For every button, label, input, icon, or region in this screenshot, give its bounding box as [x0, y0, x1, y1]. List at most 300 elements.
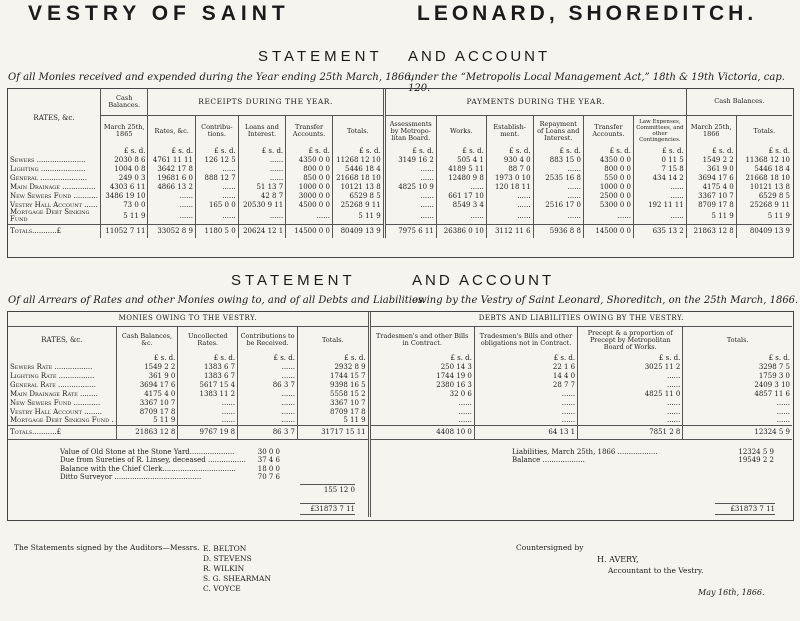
- summary-left-row: [60, 473, 280, 481]
- countersigned-label: Countersigned by: [516, 543, 584, 552]
- table-cell: 12480 9 8: [436, 173, 486, 182]
- summary-label: Due from Sureties of R. Linsey, deceased .................: [60, 456, 246, 465]
- table-cell: 2500 0 0: [583, 191, 633, 200]
- s1-col-totals-out: Totals.: [736, 115, 792, 147]
- table-cell: 4825 10 9: [384, 182, 436, 191]
- table-cell: ......: [634, 191, 687, 200]
- summary-amount: 30 0 0: [257, 448, 280, 456]
- table-cell: 1004 0 8: [100, 164, 148, 173]
- table-cell: ......: [683, 416, 792, 425]
- total-cell: 11052 7 11: [100, 224, 148, 238]
- table-cell: 3367 10 7: [116, 398, 178, 407]
- table-cell: 2535 16 8: [533, 173, 583, 182]
- table-cell: 800 0 0: [286, 164, 333, 173]
- s1-group-cash-left: Cash Balances.: [100, 89, 148, 115]
- table-cell: 88 7 0: [486, 164, 533, 173]
- total-cell: 7851 2 8: [578, 425, 683, 439]
- table-cell: ......: [436, 182, 486, 191]
- table-cell: ......: [474, 416, 577, 425]
- row-label: Main Drainage ...............: [10, 182, 96, 191]
- table-cell: ......: [195, 209, 238, 224]
- table-cell: ......: [178, 398, 238, 407]
- table-cell: 25268 9 11: [736, 200, 792, 209]
- s1-col-transfer-out: Transfer Accounts.: [583, 115, 633, 147]
- summary-amount: 18 0 0: [257, 464, 280, 473]
- summary-right-total: £31873 7 11: [715, 503, 775, 515]
- page-title-left: VESTRY OF SAINT: [28, 2, 290, 25]
- total-cell: 4408 10 0: [369, 425, 474, 439]
- total-cell: 31717 15 11: [297, 425, 369, 439]
- summary-label: Balance with the Chief Clerk.................................: [60, 464, 236, 473]
- table-cell: ......: [238, 389, 298, 398]
- table-cell: ......: [238, 209, 286, 224]
- table-cell: 2030 8 6: [100, 155, 148, 164]
- table-cell: ......: [474, 389, 577, 398]
- unit-label: £ s. d.: [474, 354, 577, 362]
- s1-totals-row: [8, 224, 792, 238]
- table-cell: 11368 12 10: [736, 155, 792, 164]
- table-cell: ......: [238, 155, 286, 164]
- table-cell: ......: [195, 182, 238, 191]
- s1-subtitle-left: Of all Monies received and expended during the Year ending 25th March, 1866,: [8, 72, 414, 83]
- table-cell: ......: [384, 164, 436, 173]
- s2-col-rates: RATES, &c.: [41, 335, 83, 344]
- s2-heading-right: AND ACCOUNT: [412, 272, 555, 289]
- total-cell: 21863 12 8: [686, 224, 736, 238]
- table-cell: 3694 17 6: [116, 380, 178, 389]
- s2-table-row: [8, 380, 792, 389]
- unit-label: £ s. d.: [533, 147, 583, 155]
- summary-left-row: [60, 448, 280, 456]
- table-cell: 4350 0 0: [286, 155, 333, 164]
- table-cell: 1549 2 2: [116, 362, 178, 371]
- table-cell: ......: [148, 209, 196, 224]
- unit-label: £ s. d.: [486, 147, 533, 155]
- signer-name: H. AVERY,: [597, 555, 639, 564]
- summary-label: Balance ...................: [512, 456, 585, 465]
- table-cell: 22 1 6: [474, 362, 577, 371]
- s2-group-monies-owing: MONIES OWING TO THE VESTRY.: [8, 312, 369, 326]
- table-cell: ......: [384, 173, 436, 182]
- s2-table-row: [8, 416, 792, 425]
- s1-col-contributions: Contribu-tions.: [195, 115, 238, 147]
- s1-group-receipts: RECEIPTS DURING THE YEAR.: [148, 89, 384, 115]
- row-label: Sewers ......................: [10, 155, 86, 164]
- s1-col-works: Works.: [436, 115, 486, 147]
- table-cell: ......: [578, 407, 683, 416]
- row-label: Sewers Rate .................: [10, 362, 93, 371]
- summary-right-row: [512, 456, 774, 464]
- table-cell: 5558 15 2: [297, 389, 369, 398]
- table-cell: 1383 11 2: [178, 389, 238, 398]
- table-cell: ......: [533, 209, 583, 224]
- table-cell: 5 11 9: [736, 209, 792, 224]
- table-cell: ......: [533, 191, 583, 200]
- row-label: New Sewers Fund ...........: [10, 191, 98, 200]
- s2-subtitle-right: owing by the Vestry of Saint Leonard, Shoreditch, on the 25th March, 1866.: [412, 295, 799, 306]
- total-cell: 5936 8 8: [533, 224, 583, 238]
- row-label: General Rate .................: [10, 380, 96, 389]
- unit-label: £ s. d.: [238, 147, 286, 155]
- summary-left: [60, 448, 340, 482]
- summary-amount: 12324 5 9: [738, 448, 774, 456]
- s1-table-row: [8, 173, 792, 182]
- table-cell: ......: [578, 380, 683, 389]
- table-cell: ......: [195, 164, 238, 173]
- total-cell: 3112 11 6: [486, 224, 533, 238]
- table-cell: 930 4 0: [486, 155, 533, 164]
- s1-col-repayment: Repayment of Loans and Interest.: [533, 115, 583, 147]
- unit-label: £ s. d.: [178, 354, 238, 362]
- table-cell: 9398 16 5: [297, 380, 369, 389]
- table-cell: ......: [369, 416, 474, 425]
- summary-right: [512, 448, 782, 465]
- table-cell: 800 0 0: [583, 164, 633, 173]
- total-cell: 80409 13 9: [332, 224, 384, 238]
- table-cell: 1744 15 7: [297, 371, 369, 380]
- unit-label: £ s. d.: [195, 147, 238, 155]
- s2-col-uncollected: Uncollected Rates.: [178, 326, 238, 354]
- table-cell: 8709 17 8: [686, 200, 736, 209]
- s1-col-rates: RATES, &c.: [33, 113, 75, 122]
- table-cell: 1000 0 0: [286, 182, 333, 191]
- s1-table-row: [8, 182, 792, 191]
- totals-label: Totals...........£: [8, 224, 100, 238]
- unit-label: £ s. d.: [736, 147, 792, 155]
- s2-units-row: [8, 354, 792, 362]
- s1-units-row: [8, 147, 792, 155]
- table-cell: 5 11 9: [297, 416, 369, 425]
- table-cell: [8, 354, 116, 362]
- table-cell: ......: [384, 191, 436, 200]
- total-cell: 12324 5 9: [683, 425, 792, 439]
- table-cell: 250 14 3: [369, 362, 474, 371]
- s2-totals-row: [8, 425, 792, 439]
- summary-amount: 37 4 6: [257, 456, 280, 465]
- table-cell: 28 7 7: [474, 380, 577, 389]
- auditor-name: E. BELTON: [203, 544, 247, 553]
- table-cell: 5617 15 4: [178, 380, 238, 389]
- table-cell: ......: [486, 200, 533, 209]
- s2-table-row: [8, 398, 792, 407]
- table-cell: 4175 4 0: [116, 389, 178, 398]
- s2-table: [8, 312, 792, 517]
- table-cell: ......: [148, 200, 196, 209]
- auditor-name: R. WILKIN: [203, 564, 245, 573]
- auditors-intro: The Statements signed by the Auditors—Messrs.: [14, 543, 200, 552]
- table-cell: ......: [178, 416, 238, 425]
- table-cell: 7 15 8: [634, 164, 687, 173]
- table-cell: ......: [634, 209, 687, 224]
- table-cell: 5 11 9: [686, 209, 736, 224]
- table-cell: ......: [238, 164, 286, 173]
- row-label: Mortgage Debt Sinking Fund: [10, 208, 90, 224]
- summary-left-total: £31873 7 11: [300, 503, 355, 515]
- s2-col-precept: Precept & a proportion of Precept by Metropolitan Board of Works.: [578, 326, 683, 354]
- table-cell: ......: [486, 191, 533, 200]
- auditor-name: S. G. SHEARMAN: [203, 574, 272, 583]
- row-label: General .....................: [10, 173, 87, 182]
- s1-col-totals-in: Totals.: [332, 115, 384, 147]
- table-cell: 3367 10 7: [297, 398, 369, 407]
- unit-label: £ s. d.: [148, 147, 196, 155]
- table-cell: 0 11 5: [634, 155, 687, 164]
- s2-group-debts: DEBTS AND LIABILITIES OWING BY THE VESTRY.: [369, 312, 792, 326]
- s1-heading-right: AND ACCOUNT: [408, 48, 551, 65]
- table-cell: ......: [384, 200, 436, 209]
- table-cell: ......: [238, 398, 298, 407]
- table-cell: 4500 0 0: [286, 200, 333, 209]
- table-cell: 249 0 3: [100, 173, 148, 182]
- table-cell: 32 0 6: [369, 389, 474, 398]
- s1-group-payments: PAYMENTS DURING THE YEAR.: [384, 89, 686, 115]
- s2-col-bills-not-contract: Tradesmen's Bills and other obligations not in Contract.: [474, 326, 577, 354]
- table-cell: 550 0 0: [583, 173, 633, 182]
- row-label: Lighting ....................: [10, 164, 86, 173]
- table-cell: ......: [384, 209, 436, 224]
- unit-label: £ s. d.: [297, 354, 369, 362]
- table-cell: 3694 17 6: [686, 173, 736, 182]
- table-cell: [8, 147, 100, 155]
- s1-col-march-1865: March 25th, 1865: [100, 115, 148, 147]
- table-cell: 120 18 11: [486, 182, 533, 191]
- total-cell: 1180 5 0: [195, 224, 238, 238]
- total-cell: 635 13 2: [634, 224, 687, 238]
- summary-amount: 70 7 6: [257, 473, 280, 482]
- table-cell: 20530 9 11: [238, 200, 286, 209]
- unit-label: £ s. d.: [436, 147, 486, 155]
- total-cell: 21863 12 8: [116, 425, 178, 439]
- row-label: Vestry Hall Account ......: [10, 200, 98, 209]
- s1-table-row: [8, 155, 792, 164]
- table-cell: 5446 18 4: [332, 164, 384, 173]
- table-cell: [369, 439, 474, 517]
- table-cell: ......: [238, 371, 298, 380]
- table-cell: ......: [474, 398, 577, 407]
- table-cell: 5 11 9: [332, 209, 384, 224]
- table-cell: 4857 11 6: [683, 389, 792, 398]
- table-cell: ......: [533, 182, 583, 191]
- table-cell: ......: [286, 209, 333, 224]
- table-cell: 434 14 2: [634, 173, 687, 182]
- signer-role: Accountant to the Vestry.: [608, 566, 704, 575]
- summary-right-row: [512, 448, 774, 456]
- s1-table-row: [8, 200, 792, 209]
- table-cell: 126 12 5: [195, 155, 238, 164]
- table-cell: 2932 8 9: [297, 362, 369, 371]
- table-cell: 165 0 0: [195, 200, 238, 209]
- table-cell: 1383 6 7: [178, 362, 238, 371]
- total-cell: 7975 6 11: [384, 224, 436, 238]
- table-cell: ......: [583, 209, 633, 224]
- unit-label: £ s. d.: [683, 354, 792, 362]
- table-cell: 3367 10 7: [686, 191, 736, 200]
- unit-label: £ s. d.: [238, 354, 298, 362]
- s1-col-establishment: Establish-ment.: [486, 115, 533, 147]
- table-cell: 8549 3 4: [436, 200, 486, 209]
- table-cell: 4761 11 11: [148, 155, 196, 164]
- table-cell: 5 11 9: [100, 209, 148, 224]
- s2-col-cash-balances: Cash Balances, &c.: [116, 326, 178, 354]
- unit-label: £ s. d.: [332, 147, 384, 155]
- s2-table-row: [8, 362, 792, 371]
- unit-label: £ s. d.: [686, 147, 736, 155]
- s1-col-rates-receipts: Rates, &c.: [148, 115, 196, 147]
- table-cell: 5300 0 0: [583, 200, 633, 209]
- table-cell: 192 11 11: [634, 200, 687, 209]
- table-cell: 1759 3 0: [683, 371, 792, 380]
- row-label: Mortgage Debt Sinking Fund .: [10, 416, 114, 425]
- s2-col-bills-contract: Tradesmen's and other Bills in Contract.: [369, 326, 474, 354]
- table-cell: ......: [683, 407, 792, 416]
- table-cell: ......: [369, 407, 474, 416]
- table-cell: ......: [578, 416, 683, 425]
- table-cell: ......: [683, 398, 792, 407]
- s1-subtitle-right: under the “Metropolis Local Management Act,” 18th & 19th Victoria, cap. 120.: [408, 72, 785, 94]
- table-cell: 1973 0 10: [486, 173, 533, 182]
- unit-label: £ s. d.: [384, 147, 436, 155]
- table-cell: 361 9 0: [116, 371, 178, 380]
- row-label: Lighting Rate ................: [10, 371, 95, 380]
- table-cell: 21668 18 10: [736, 173, 792, 182]
- table-cell: 8709 17 8: [297, 407, 369, 416]
- totals-label: Totals...........£: [8, 425, 116, 439]
- table-cell: 361 9 0: [686, 164, 736, 173]
- total-cell: 14500 0 0: [286, 224, 333, 238]
- table-cell: ......: [474, 407, 577, 416]
- s2-table-row: [8, 407, 792, 416]
- table-cell: ......: [148, 191, 196, 200]
- s2-col-contributions: Contributions to be Received.: [238, 326, 298, 354]
- table-cell: 11268 12 10: [332, 155, 384, 164]
- table-cell: 1383 6 7: [178, 371, 238, 380]
- total-cell: 86 3 7: [238, 425, 298, 439]
- table-cell: 3025 11 2: [578, 362, 683, 371]
- unit-label: £ s. d.: [634, 147, 687, 155]
- table-cell: 2409 3 10: [683, 380, 792, 389]
- summary-label: Ditto Surveyor .......................................: [60, 473, 202, 482]
- total-cell: 64 13 1: [474, 425, 577, 439]
- table-cell: 14 4 0: [474, 371, 577, 380]
- table-cell: ......: [369, 398, 474, 407]
- table-cell: 505 4 1: [436, 155, 486, 164]
- s1-col-assessments: Assessments by Metropo-litan Board.: [384, 115, 436, 147]
- unit-label: £ s. d.: [116, 354, 178, 362]
- table-cell: ......: [238, 416, 298, 425]
- table-cell: 21668 18 10: [332, 173, 384, 182]
- total-cell: 20624 12 1: [238, 224, 286, 238]
- table-cell: 883 15 0: [533, 155, 583, 164]
- table-cell: 2380 16 3: [369, 380, 474, 389]
- table-cell: 4303 6 11: [100, 182, 148, 191]
- unit-label: £ s. d.: [583, 147, 633, 155]
- table-cell: ......: [436, 209, 486, 224]
- row-label: Vestry Hall Account ........: [10, 407, 102, 416]
- unit-label: £ s. d.: [578, 354, 683, 362]
- unit-label: £ s. d.: [369, 354, 474, 362]
- table-cell: 73 0 0: [100, 200, 148, 209]
- s1-col-transfer-in: Transfer Accounts.: [286, 115, 333, 147]
- s1-table: [8, 89, 792, 238]
- table-cell: 86 3 7: [238, 380, 298, 389]
- table-cell: 3642 17 8: [148, 164, 196, 173]
- table-cell: 5 11 9: [116, 416, 178, 425]
- total-cell: 14500 0 0: [583, 224, 633, 238]
- s1-table-row: [8, 164, 792, 173]
- s2-col-totals-left: Totals.: [297, 326, 369, 354]
- summary-left-row: [60, 456, 280, 464]
- s2-subtitle-left: Of all Arrears of Rates and other Monies owing to, and of all Debts and Liabilities: [8, 295, 424, 306]
- table-cell: 2516 17 0: [533, 200, 583, 209]
- summary-left-subtotal: 155 12 0: [300, 484, 355, 494]
- s1-table-row: [8, 209, 792, 224]
- table-cell: 4189 5 11: [436, 164, 486, 173]
- table-cell: 10121 13 8: [332, 182, 384, 191]
- page-title-right: LEONARD, SHOREDITCH.: [417, 2, 758, 25]
- table-cell: 3149 16 2: [384, 155, 436, 164]
- table-cell: ......: [178, 407, 238, 416]
- table-cell: 4825 11 0: [578, 389, 683, 398]
- table-cell: ......: [238, 173, 286, 182]
- table-cell: 850 0 0: [286, 173, 333, 182]
- s1-heading-left: STATEMENT: [258, 48, 383, 65]
- summary-label: Liabilities, March 25th, 1866 ..................: [512, 448, 658, 456]
- table-cell: ......: [533, 164, 583, 173]
- table-cell: ......: [578, 371, 683, 380]
- s2-col-totals-right: Totals.: [683, 326, 792, 354]
- row-label: Main Drainage Rate ........: [10, 389, 98, 398]
- table-cell: ......: [238, 407, 298, 416]
- unit-label: £ s. d.: [286, 147, 333, 155]
- total-cell: 26386 0 10: [436, 224, 486, 238]
- table-cell: 661 17 10: [436, 191, 486, 200]
- total-cell: 80409 13 9: [736, 224, 792, 238]
- s2-table-row: [8, 389, 792, 398]
- table-cell: 1000 0 0: [583, 182, 633, 191]
- table-cell: 4350 0 0: [583, 155, 633, 164]
- signature-date: May 16th, 1866.: [698, 588, 765, 597]
- row-label: New Sewers Fund ............: [10, 398, 101, 407]
- s1-col-loans: Loans and Interest.: [238, 115, 286, 147]
- auditors-list: [203, 544, 271, 594]
- auditor-name: D. STEVENS: [203, 554, 252, 563]
- table-cell: 10121 13 8: [736, 182, 792, 191]
- table-cell: 5446 18 4: [736, 164, 792, 173]
- s1-col-march-1866: March 25th, 1866: [686, 115, 736, 147]
- summary-left-row: [60, 465, 280, 473]
- summary-amount: 19549 2 2: [738, 456, 774, 465]
- s2-table-row: [8, 371, 792, 380]
- table-cell: 4175 4 0: [686, 182, 736, 191]
- table-cell: 3298 7 5: [683, 362, 792, 371]
- table-cell: ......: [634, 182, 687, 191]
- total-cell: 9767 19 8: [178, 425, 238, 439]
- table-cell: ......: [578, 398, 683, 407]
- auditor-name: C. VOYCE: [203, 584, 241, 593]
- s2-heading-left: STATEMENT: [231, 272, 356, 289]
- table-cell: 4866 13 2: [148, 182, 196, 191]
- table-cell: ......: [195, 191, 238, 200]
- total-cell: 33052 8 9: [148, 224, 196, 238]
- table-cell: ......: [486, 209, 533, 224]
- table-cell: 888 12 7: [195, 173, 238, 182]
- table-cell: 3486 19 10: [100, 191, 148, 200]
- table-cell: 8709 17 8: [116, 407, 178, 416]
- table-cell: 3000 0 0: [286, 191, 333, 200]
- table-cell: 42 8 7: [238, 191, 286, 200]
- s1-table-row: [8, 191, 792, 200]
- table-cell: 1744 19 0: [369, 371, 474, 380]
